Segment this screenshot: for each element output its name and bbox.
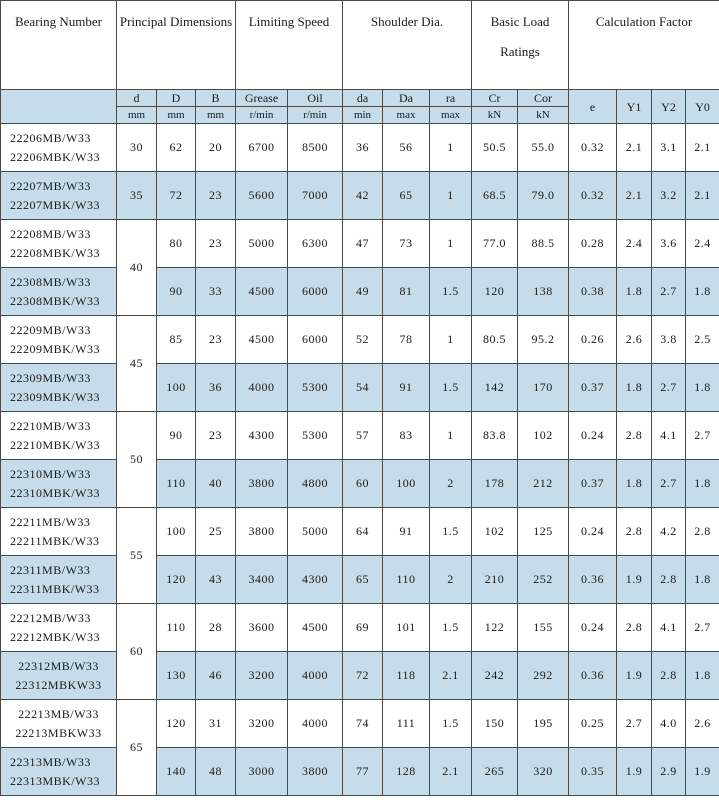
cell-Y0: 2.8 bbox=[686, 508, 719, 556]
cell-Da: 78 bbox=[383, 316, 430, 364]
cell-ra: 1 bbox=[430, 220, 472, 268]
cell-oil: 6300 bbox=[288, 220, 343, 268]
cell-Cor: 155 bbox=[518, 604, 569, 652]
cell-d: 50 bbox=[117, 412, 157, 508]
cell-ra: 1 bbox=[430, 412, 472, 460]
cell-oil: 4300 bbox=[288, 556, 343, 604]
table-row bbox=[1, 556, 719, 604]
table-row bbox=[1, 604, 719, 652]
cell-oil: 4000 bbox=[288, 652, 343, 700]
cell-D: 120 bbox=[157, 556, 196, 604]
table-row bbox=[1, 412, 719, 460]
bearing-number-cell bbox=[1, 700, 117, 748]
header-shoulder-dia: Shoulder Dia. bbox=[343, 1, 472, 90]
cell-e: 0.24 bbox=[569, 412, 617, 460]
bearing-number-line: 22209MB/W33 bbox=[10, 322, 91, 337]
cell-Da: 65 bbox=[383, 172, 430, 220]
bearing-number-cell bbox=[1, 220, 117, 268]
bearing-number-line: 22311MB/W33 bbox=[10, 562, 91, 577]
cell-D: 110 bbox=[157, 604, 196, 652]
col-e: e bbox=[569, 90, 617, 124]
cell-Y1: 2.4 bbox=[617, 220, 652, 268]
bearing-number-line: 22213MBKW33 bbox=[15, 725, 102, 740]
cell-Y1: 1.8 bbox=[617, 268, 652, 316]
col-B: B bbox=[196, 90, 236, 107]
cell-da: 57 bbox=[343, 412, 383, 460]
cell-grease: 5000 bbox=[236, 220, 288, 268]
cell-Y1: 1.9 bbox=[617, 652, 652, 700]
cell-Y0: 1.8 bbox=[686, 364, 719, 412]
col-ra: ra bbox=[430, 90, 472, 107]
cell-grease: 3800 bbox=[236, 460, 288, 508]
cell-oil: 6000 bbox=[288, 268, 343, 316]
cell-grease: 4500 bbox=[236, 316, 288, 364]
cell-Y0: 2.7 bbox=[686, 412, 719, 460]
cell-da: 65 bbox=[343, 556, 383, 604]
cell-Y0: 1.9 bbox=[686, 748, 719, 796]
cell-D: 100 bbox=[157, 508, 196, 556]
cell-e: 0.24 bbox=[569, 508, 617, 556]
cell-Cr: 68.5 bbox=[472, 172, 518, 220]
col-Y1: Y1 bbox=[617, 90, 652, 124]
cell-Cr: 265 bbox=[472, 748, 518, 796]
cell-Y2: 3.6 bbox=[652, 220, 686, 268]
cell-grease: 4500 bbox=[236, 268, 288, 316]
cell-Cor: 138 bbox=[518, 268, 569, 316]
cell-Da: 128 bbox=[383, 748, 430, 796]
cell-grease: 4300 bbox=[236, 412, 288, 460]
cell-Da: 111 bbox=[383, 700, 430, 748]
cell-Y1: 1.8 bbox=[617, 460, 652, 508]
cell-grease: 5600 bbox=[236, 172, 288, 220]
cell-d: 60 bbox=[117, 604, 157, 700]
cell-D: 90 bbox=[157, 268, 196, 316]
unit-Cor: kN bbox=[518, 107, 569, 124]
cell-D: 80 bbox=[157, 220, 196, 268]
cell-Cor: 195 bbox=[518, 700, 569, 748]
cell-Y2: 4.0 bbox=[652, 700, 686, 748]
cell-oil: 8500 bbox=[288, 124, 343, 172]
cell-ra: 1.5 bbox=[430, 364, 472, 412]
cell-Cr: 178 bbox=[472, 460, 518, 508]
cell-Y0: 1.8 bbox=[686, 460, 719, 508]
cell-d: 55 bbox=[117, 508, 157, 604]
table-row bbox=[1, 124, 719, 172]
cell-Cor: 88.5 bbox=[518, 220, 569, 268]
cell-Y2: 4.2 bbox=[652, 508, 686, 556]
unit-ra: max bbox=[430, 107, 472, 124]
cell-B: 33 bbox=[196, 268, 236, 316]
cell-Cor: 320 bbox=[518, 748, 569, 796]
bearing-number-cell bbox=[1, 748, 117, 796]
cell-da: 74 bbox=[343, 700, 383, 748]
cell-da: 69 bbox=[343, 604, 383, 652]
cell-grease: 3200 bbox=[236, 700, 288, 748]
symbol-bearing-blank bbox=[1, 90, 117, 124]
unit-Da: max bbox=[383, 107, 430, 124]
cell-ra: 2 bbox=[430, 460, 472, 508]
cell-Da: 83 bbox=[383, 412, 430, 460]
cell-Cr: 80.5 bbox=[472, 316, 518, 364]
cell-da: 77 bbox=[343, 748, 383, 796]
cell-Y1: 2.6 bbox=[617, 316, 652, 364]
cell-oil: 5300 bbox=[288, 412, 343, 460]
cell-da: 47 bbox=[343, 220, 383, 268]
cell-Y2: 2.8 bbox=[652, 556, 686, 604]
cell-Cor: 55.0 bbox=[518, 124, 569, 172]
cell-B: 25 bbox=[196, 508, 236, 556]
cell-e: 0.24 bbox=[569, 604, 617, 652]
cell-grease: 6700 bbox=[236, 124, 288, 172]
bearing-number-line: 22206MBK/W33 bbox=[10, 149, 100, 164]
cell-d: 65 bbox=[117, 700, 157, 796]
cell-ra: 2.1 bbox=[430, 652, 472, 700]
symbol-row bbox=[1, 90, 719, 107]
cell-d: 35 bbox=[117, 172, 157, 220]
cell-da: 42 bbox=[343, 172, 383, 220]
cell-Da: 118 bbox=[383, 652, 430, 700]
cell-B: 43 bbox=[196, 556, 236, 604]
bearing-number-line: 22209MBK/W33 bbox=[10, 341, 100, 356]
col-Cor: Cor bbox=[518, 90, 569, 107]
cell-D: 130 bbox=[157, 652, 196, 700]
table-row bbox=[1, 316, 719, 364]
unit-oil: r/min bbox=[288, 107, 343, 124]
unit-grease: r/min bbox=[236, 107, 288, 124]
bearing-number-cell bbox=[1, 316, 117, 364]
bearing-number-line: 22313MBK/W33 bbox=[10, 773, 100, 788]
table-row bbox=[1, 508, 719, 556]
cell-ra: 1.5 bbox=[430, 700, 472, 748]
cell-Y0: 2.4 bbox=[686, 220, 719, 268]
cell-e: 0.32 bbox=[569, 124, 617, 172]
bearing-number-cell bbox=[1, 124, 117, 172]
cell-B: 23 bbox=[196, 220, 236, 268]
cell-Da: 91 bbox=[383, 508, 430, 556]
table-row bbox=[1, 268, 719, 316]
cell-Y0: 1.8 bbox=[686, 652, 719, 700]
bearing-number-cell bbox=[1, 364, 117, 412]
cell-grease: 3000 bbox=[236, 748, 288, 796]
cell-ra: 1 bbox=[430, 172, 472, 220]
cell-ra: 1 bbox=[430, 316, 472, 364]
cell-e: 0.35 bbox=[569, 748, 617, 796]
cell-B: 31 bbox=[196, 700, 236, 748]
bearing-number-line: 22309MBK/W33 bbox=[10, 389, 100, 404]
cell-oil: 5000 bbox=[288, 508, 343, 556]
cell-ra: 1.5 bbox=[430, 508, 472, 556]
cell-Cr: 102 bbox=[472, 508, 518, 556]
bearing-number-cell bbox=[1, 412, 117, 460]
unit-da: min bbox=[343, 107, 383, 124]
cell-da: 49 bbox=[343, 268, 383, 316]
bearing-number-line: 22213MB/W33 bbox=[18, 706, 99, 721]
cell-Cr: 122 bbox=[472, 604, 518, 652]
bearing-number-line: 22206MB/W33 bbox=[10, 130, 91, 145]
cell-B: 48 bbox=[196, 748, 236, 796]
bearing-number-cell bbox=[1, 268, 117, 316]
cell-ra: 2 bbox=[430, 556, 472, 604]
cell-Da: 56 bbox=[383, 124, 430, 172]
cell-Cr: 150 bbox=[472, 700, 518, 748]
cell-grease: 4000 bbox=[236, 364, 288, 412]
cell-d: 40 bbox=[117, 220, 157, 316]
cell-Y1: 1.9 bbox=[617, 748, 652, 796]
col-oil: Oil bbox=[288, 90, 343, 107]
cell-Y2: 4.1 bbox=[652, 412, 686, 460]
bearing-number-line: 22310MBK/W33 bbox=[10, 485, 100, 500]
cell-grease: 3800 bbox=[236, 508, 288, 556]
cell-B: 46 bbox=[196, 652, 236, 700]
cell-B: 23 bbox=[196, 316, 236, 364]
cell-B: 28 bbox=[196, 604, 236, 652]
bearing-number-cell bbox=[1, 460, 117, 508]
cell-oil: 7000 bbox=[288, 172, 343, 220]
cell-Cr: 242 bbox=[472, 652, 518, 700]
cell-e: 0.38 bbox=[569, 268, 617, 316]
cell-Y1: 2.1 bbox=[617, 124, 652, 172]
bearing-number-line: 22207MBK/W33 bbox=[10, 197, 100, 212]
bearing-number-line: 22312MBKW33 bbox=[15, 677, 102, 692]
cell-D: 100 bbox=[157, 364, 196, 412]
col-Da: Da bbox=[383, 90, 430, 107]
cell-Cr: 120 bbox=[472, 268, 518, 316]
cell-oil: 6000 bbox=[288, 316, 343, 364]
cell-Cor: 95.2 bbox=[518, 316, 569, 364]
cell-Y0: 1.8 bbox=[686, 268, 719, 316]
cell-e: 0.36 bbox=[569, 556, 617, 604]
cell-Y2: 3.1 bbox=[652, 124, 686, 172]
cell-oil: 5300 bbox=[288, 364, 343, 412]
cell-da: 64 bbox=[343, 508, 383, 556]
cell-Cor: 125 bbox=[518, 508, 569, 556]
header-basic-load-ratings: Basic Load Ratings bbox=[472, 1, 569, 90]
cell-oil: 4500 bbox=[288, 604, 343, 652]
cell-e: 0.28 bbox=[569, 220, 617, 268]
table-body bbox=[1, 124, 719, 796]
cell-Y2: 3.2 bbox=[652, 172, 686, 220]
cell-d: 30 bbox=[117, 124, 157, 172]
cell-Da: 101 bbox=[383, 604, 430, 652]
col-d: d bbox=[117, 90, 157, 107]
cell-D: 72 bbox=[157, 172, 196, 220]
cell-Cr: 142 bbox=[472, 364, 518, 412]
cell-Y2: 2.7 bbox=[652, 460, 686, 508]
header-calculation-factor: Calculation Factor bbox=[569, 1, 719, 90]
cell-Y1: 2.8 bbox=[617, 604, 652, 652]
cell-ra: 1.5 bbox=[430, 268, 472, 316]
cell-Y1: 1.8 bbox=[617, 364, 652, 412]
cell-da: 72 bbox=[343, 652, 383, 700]
unit-d: mm bbox=[117, 107, 157, 124]
table-row bbox=[1, 748, 719, 796]
bearing-number-line: 22211MBK/W33 bbox=[10, 533, 100, 548]
col-D: D bbox=[157, 90, 196, 107]
header-bearing-number: Bearing Number bbox=[1, 1, 117, 90]
bearing-number-line: 22312MB/W33 bbox=[18, 658, 99, 673]
cell-D: 85 bbox=[157, 316, 196, 364]
cell-Cor: 102 bbox=[518, 412, 569, 460]
bearing-number-line: 22210MBK/W33 bbox=[10, 437, 100, 452]
bearing-number-cell bbox=[1, 604, 117, 652]
cell-da: 36 bbox=[343, 124, 383, 172]
col-Y2: Y2 bbox=[652, 90, 686, 124]
cell-e: 0.36 bbox=[569, 652, 617, 700]
cell-D: 140 bbox=[157, 748, 196, 796]
unit-D: mm bbox=[157, 107, 196, 124]
cell-grease: 3600 bbox=[236, 604, 288, 652]
unit-B: mm bbox=[196, 107, 236, 124]
cell-Cr: 50.5 bbox=[472, 124, 518, 172]
cell-Da: 81 bbox=[383, 268, 430, 316]
col-Y0: Y0 bbox=[686, 90, 719, 124]
table-row bbox=[1, 172, 719, 220]
table-row bbox=[1, 700, 719, 748]
cell-Y0: 2.1 bbox=[686, 124, 719, 172]
bearing-number-line: 22212MBK/W33 bbox=[10, 629, 100, 644]
col-Cr: Cr bbox=[472, 90, 518, 107]
cell-Y0: 1.8 bbox=[686, 556, 719, 604]
bearing-number-line: 22308MB/W33 bbox=[10, 274, 91, 289]
header-principal-dimensions: Principal Dimensions bbox=[117, 1, 236, 90]
cell-Cr: 210 bbox=[472, 556, 518, 604]
cell-Y1: 1.9 bbox=[617, 556, 652, 604]
cell-da: 60 bbox=[343, 460, 383, 508]
table-row bbox=[1, 220, 719, 268]
bearing-number-line: 22313MB/W33 bbox=[10, 754, 91, 769]
cell-da: 54 bbox=[343, 364, 383, 412]
cell-d: 45 bbox=[117, 316, 157, 412]
cell-Y0: 2.5 bbox=[686, 316, 719, 364]
cell-Da: 100 bbox=[383, 460, 430, 508]
col-grease: Grease bbox=[236, 90, 288, 107]
cell-Y2: 4.1 bbox=[652, 604, 686, 652]
cell-Cor: 252 bbox=[518, 556, 569, 604]
cell-Cr: 77.0 bbox=[472, 220, 518, 268]
cell-Da: 91 bbox=[383, 364, 430, 412]
cell-Y2: 2.8 bbox=[652, 652, 686, 700]
cell-D: 120 bbox=[157, 700, 196, 748]
cell-ra: 1.5 bbox=[430, 604, 472, 652]
bearing-number-line: 22311MBK/W33 bbox=[10, 581, 100, 596]
table-row bbox=[1, 364, 719, 412]
cell-Y0: 2.7 bbox=[686, 604, 719, 652]
bearing-number-line: 22308MBK/W33 bbox=[10, 293, 100, 308]
cell-Y0: 2.6 bbox=[686, 700, 719, 748]
bearing-number-line: 22208MBK/W33 bbox=[10, 245, 100, 260]
bearing-number-line: 22310MB/W33 bbox=[10, 466, 91, 481]
table-row bbox=[1, 652, 719, 700]
cell-Y1: 2.1 bbox=[617, 172, 652, 220]
cell-B: 20 bbox=[196, 124, 236, 172]
bearing-number-cell bbox=[1, 652, 117, 700]
bearing-number-line: 22207MB/W33 bbox=[10, 178, 91, 193]
bearing-number-cell bbox=[1, 172, 117, 220]
bearing-number-cell bbox=[1, 556, 117, 604]
cell-Y1: 2.7 bbox=[617, 700, 652, 748]
cell-Cr: 83.8 bbox=[472, 412, 518, 460]
cell-D: 90 bbox=[157, 412, 196, 460]
cell-Da: 73 bbox=[383, 220, 430, 268]
bearing-number-cell bbox=[1, 508, 117, 556]
cell-e: 0.32 bbox=[569, 172, 617, 220]
cell-e: 0.26 bbox=[569, 316, 617, 364]
cell-Y2: 2.9 bbox=[652, 748, 686, 796]
cell-da: 52 bbox=[343, 316, 383, 364]
cell-D: 62 bbox=[157, 124, 196, 172]
bearing-number-line: 22212MB/W33 bbox=[10, 610, 91, 625]
cell-Y2: 2.7 bbox=[652, 364, 686, 412]
cell-B: 23 bbox=[196, 172, 236, 220]
cell-e: 0.37 bbox=[569, 364, 617, 412]
cell-Y1: 2.8 bbox=[617, 508, 652, 556]
cell-Y2: 3.8 bbox=[652, 316, 686, 364]
bearing-number-line: 22211MB/W33 bbox=[10, 514, 91, 529]
cell-B: 40 bbox=[196, 460, 236, 508]
cell-Cor: 79.0 bbox=[518, 172, 569, 220]
cell-B: 23 bbox=[196, 412, 236, 460]
cell-D: 110 bbox=[157, 460, 196, 508]
cell-grease: 3200 bbox=[236, 652, 288, 700]
cell-Da: 110 bbox=[383, 556, 430, 604]
cell-ra: 1 bbox=[430, 124, 472, 172]
cell-Y2: 2.7 bbox=[652, 268, 686, 316]
cell-Y0: 2.1 bbox=[686, 172, 719, 220]
col-da: da bbox=[343, 90, 383, 107]
cell-Cor: 212 bbox=[518, 460, 569, 508]
cell-ra: 2.1 bbox=[430, 748, 472, 796]
header-limiting-speed: Limiting Speed bbox=[236, 1, 343, 90]
bearing-number-line: 22309MB/W33 bbox=[10, 370, 91, 385]
cell-Cor: 170 bbox=[518, 364, 569, 412]
cell-e: 0.37 bbox=[569, 460, 617, 508]
cell-Y1: 2.8 bbox=[617, 412, 652, 460]
unit-Cr: kN bbox=[472, 107, 518, 124]
cell-Cor: 292 bbox=[518, 652, 569, 700]
cell-B: 36 bbox=[196, 364, 236, 412]
cell-grease: 3400 bbox=[236, 556, 288, 604]
cell-oil: 3800 bbox=[288, 748, 343, 796]
table-row bbox=[1, 460, 719, 508]
cell-oil: 4800 bbox=[288, 460, 343, 508]
bearing-number-line: 22210MB/W33 bbox=[10, 418, 91, 433]
cell-oil: 4000 bbox=[288, 700, 343, 748]
cell-e: 0.25 bbox=[569, 700, 617, 748]
bearing-number-line: 22208MB/W33 bbox=[10, 226, 91, 241]
